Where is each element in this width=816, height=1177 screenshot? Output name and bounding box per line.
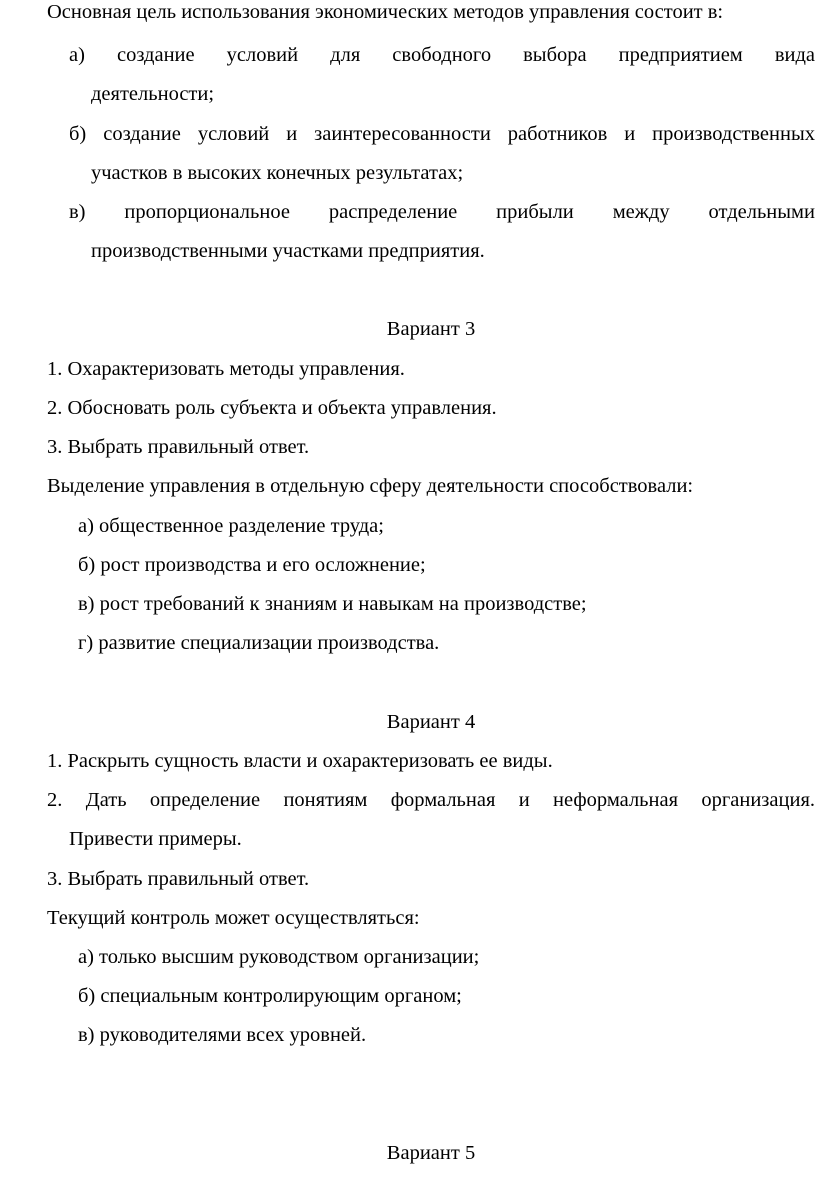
intro-option-c-line1: в) пропорциональное распределение прибыли между отдельными [69, 201, 815, 223]
variant3-task-1: 1. Охарактеризовать методы управления. [47, 358, 405, 380]
variant3-option-a: а) общественное разделение труда; [78, 515, 384, 537]
variant3-task-2: 2. Обосновать роль субъекта и объекта управления. [47, 397, 497, 419]
intro-option-b-line1: б) создание условий и заинтересованности работников и производственных [69, 123, 815, 145]
intro-option-c-line2: производственными участками предприятия. [91, 240, 485, 262]
intro-option-b-line2: участков в высоких конечных результатах; [91, 162, 464, 184]
variant4-title: Вариант 4 [386, 711, 476, 733]
intro-question: Основная цель использования экономических методов управления состоит в: [47, 1, 724, 23]
variant4-task-1: 1. Раскрыть сущность власти и охарактеризовать ее виды. [47, 750, 553, 772]
intro-option-a-line2: деятельности; [91, 83, 215, 105]
intro-option-a-line1: а) создание условий для свободного выбора предприятием вида [69, 44, 815, 66]
variant5-title: Вариант 5 [386, 1142, 476, 1164]
variant3-task-3: 3. Выбрать правильный ответ. [47, 436, 310, 458]
variant4-task-2-line1: 2. Дать определение понятиям формальная и неформальная организация. [47, 789, 815, 811]
variant4-option-a: а) только высшим руководством организации; [78, 946, 480, 968]
variant4-question: Текущий контроль может осуществляться: [47, 907, 420, 929]
variant3-question: Выделение управления в отдельную сферу деятельности способствовали: [47, 475, 694, 497]
variant4-task-2-line2: Привести примеры. [69, 828, 242, 850]
variant3-option-c: в) рост требований к знаниям и навыкам на производстве; [78, 593, 587, 615]
variant3-title: Вариант 3 [386, 318, 476, 340]
variant3-option-d: г) развитие специализации производства. [78, 632, 440, 654]
variant4-option-b: б) специальным контролирующим органом; [78, 985, 462, 1007]
variant4-task-3: 3. Выбрать правильный ответ. [47, 868, 310, 890]
variant4-option-c: в) руководителями всех уровней. [78, 1024, 367, 1046]
variant3-option-b: б) рост производства и его осложнение; [78, 554, 426, 576]
